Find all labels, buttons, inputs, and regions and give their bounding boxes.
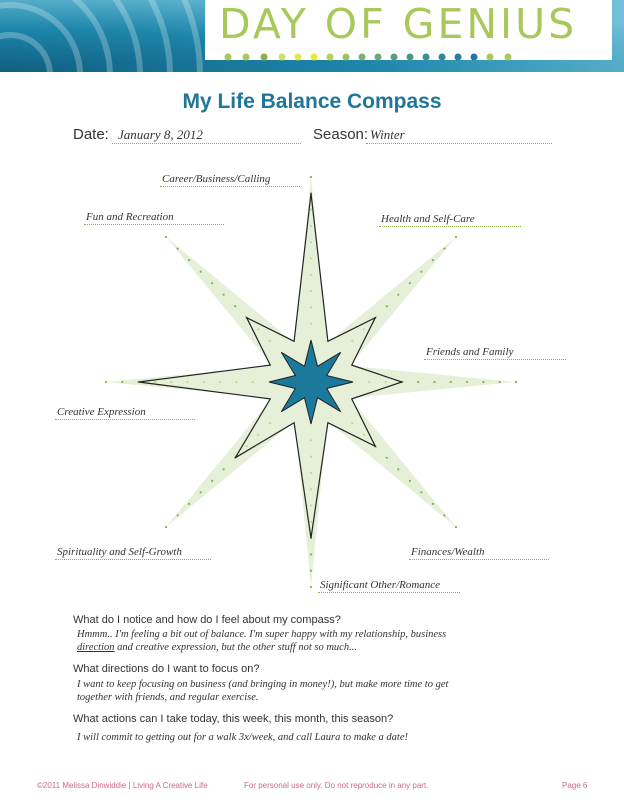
scale-dot (165, 236, 167, 238)
season-label: Season: (313, 126, 369, 143)
scale-dot (165, 526, 167, 528)
label-spirituality-line (55, 559, 211, 560)
scale-dot (177, 514, 179, 516)
scale-dot (482, 381, 484, 383)
answer-2[interactable] (77, 678, 577, 704)
label-finances: Finances/Wealth (411, 546, 485, 558)
answer-2-line-2: together with friends, and regular exercise. (77, 692, 259, 703)
scale-dot (420, 491, 422, 493)
question-1: What do I notice and how do I feel about my compass? (73, 614, 341, 626)
scale-dot (466, 381, 468, 383)
scale-dot (188, 503, 190, 505)
answer-1-rest: and creative expression, but the other stuff not so much... (114, 642, 357, 653)
scale-dot (499, 381, 501, 383)
scale-dot (433, 381, 435, 383)
scale-dot (211, 282, 213, 284)
scale-dot (443, 248, 445, 250)
scale-dot (310, 553, 312, 555)
scale-dot (121, 381, 123, 383)
scale-dot (310, 176, 312, 178)
scale-dot (105, 381, 107, 383)
scale-dot (409, 282, 411, 284)
compass-score-shape (139, 193, 402, 538)
footer-notice: For personal use only. Do not reproduce in any part. (244, 781, 429, 790)
label-significant: Significant Other/Romance (320, 579, 441, 591)
scale-dot (200, 491, 202, 493)
label-fun-line (84, 224, 224, 225)
scale-dot (223, 294, 225, 296)
label-friends-line (424, 359, 566, 360)
label-spirituality: Spirituality and Self-Growth (57, 546, 182, 558)
answer-1-line-2 (77, 641, 577, 654)
label-significant-line (318, 592, 460, 593)
answer-3[interactable] (77, 731, 577, 744)
scale-dot (223, 468, 225, 470)
scale-dot (420, 271, 422, 273)
season-value[interactable]: Winter (370, 127, 405, 142)
scale-dot (417, 381, 419, 383)
label-finances-line (409, 559, 549, 560)
answer-1[interactable] (77, 628, 577, 654)
answer-2-line-1: I want to keep focusing on business (and bringing in money!), but make more time to get (77, 679, 449, 690)
scale-dot (432, 259, 434, 261)
scale-dot (432, 503, 434, 505)
question-2: What directions do I want to focus on? (73, 663, 260, 675)
label-career: Career/Business/Calling (162, 173, 271, 185)
brand-title: DAY OF GENIUS (219, 0, 578, 48)
scale-dot (455, 236, 457, 238)
label-creative: Creative Expression (57, 406, 146, 418)
question-3: What actions can I take today, this week, this month, this season? (73, 713, 394, 725)
scale-dot (450, 381, 452, 383)
scale-dot (310, 570, 312, 572)
scale-dot (515, 381, 517, 383)
page-title: My Life Balance Compass (182, 90, 442, 113)
scale-dot (397, 294, 399, 296)
scale-dot (177, 248, 179, 250)
scale-dot (397, 468, 399, 470)
answer-3-line-1: I will commit to getting out for a walk 3x/week, and call Laura to make a date! (77, 732, 408, 743)
date-underline (112, 143, 301, 144)
label-creative-line (55, 419, 195, 420)
date-label: Date: (73, 126, 109, 143)
scale-dot (386, 305, 388, 307)
scale-dot (200, 271, 202, 273)
scale-dot (310, 586, 312, 588)
answer-1-underlined: direction (77, 642, 115, 653)
scale-dot (409, 480, 411, 482)
label-health: Health and Self-Care (381, 213, 475, 225)
season-underline (366, 143, 552, 144)
header-banner (0, 0, 624, 72)
compass-center-star (269, 340, 353, 424)
label-friends: Friends and Family (426, 346, 514, 358)
scale-dot (188, 259, 190, 261)
scale-dot (234, 305, 236, 307)
scale-dot (386, 457, 388, 459)
scale-dot (443, 514, 445, 516)
footer-page-number: Page 6 (562, 781, 588, 790)
scale-dot (455, 526, 457, 528)
footer-copyright: ©2011 Melissa Dinwiddie | Living A Creative Life (37, 781, 208, 790)
label-fun: Fun and Recreation (86, 211, 174, 223)
scale-dot (211, 480, 213, 482)
label-health-line (379, 226, 521, 227)
answer-1-line-1: Hmmm.. I'm feeling a bit out of balance. I'm super happy with my relationship, business (77, 629, 447, 640)
life-balance-compass (0, 160, 624, 600)
label-career-line (160, 186, 300, 187)
date-value[interactable]: January 8, 2012 (118, 127, 203, 142)
